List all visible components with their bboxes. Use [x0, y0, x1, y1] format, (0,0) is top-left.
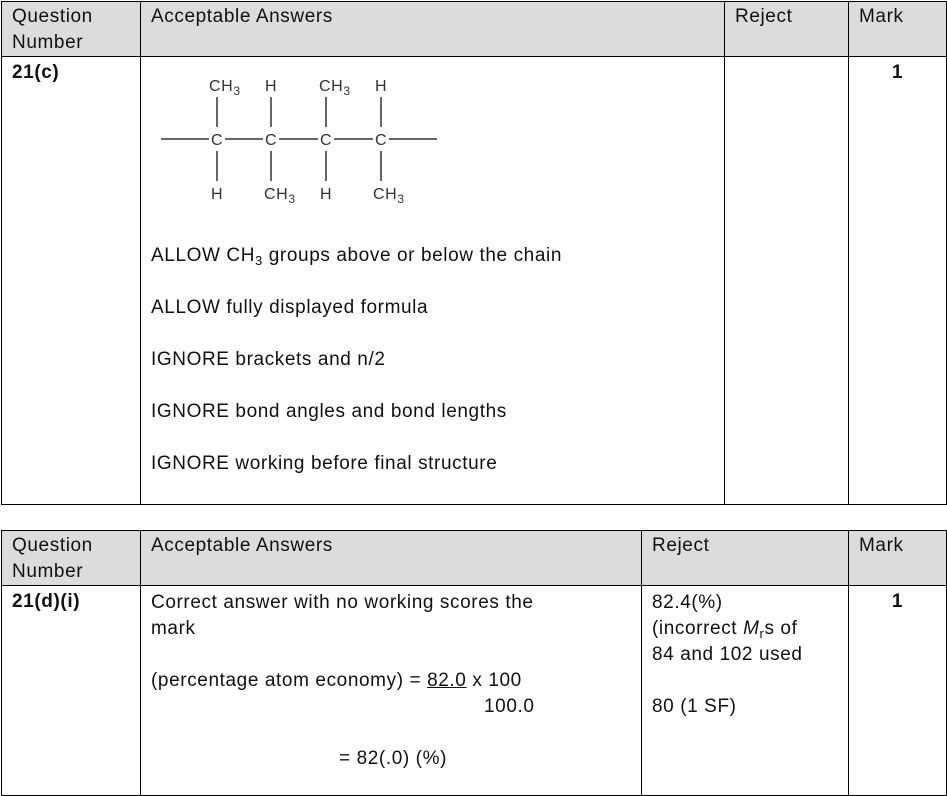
- answer-line-2: mark: [151, 618, 196, 639]
- header-mark: Mark: [849, 2, 947, 57]
- header-reject: Reject: [642, 531, 849, 586]
- reject-line-4: 80 (1 SF): [652, 696, 737, 717]
- mark-scheme-table-21di: [1, 530, 947, 796]
- top-group-3: $CH_3$: [319, 78, 351, 98]
- header-row: [2, 2, 947, 57]
- bottom-group-4: $CH_3$: [373, 186, 405, 206]
- ignore-bond-angles-note: IGNORE bond angles and bond lengths: [151, 401, 507, 422]
- question-number-cell: 21(d)(i): [2, 586, 141, 796]
- top-group-2: H: [265, 78, 278, 95]
- allow-ch3-note: ALLOW $CH_3$ groups above or below the chain: [151, 245, 562, 268]
- reject-content: [642, 586, 848, 720]
- top-group-1: $CH_3$: [209, 78, 241, 98]
- answer-row: [2, 586, 947, 796]
- acceptable-answers-cell: [141, 586, 642, 796]
- header-question-number: Question Number: [2, 531, 141, 586]
- answer-line-1: Correct answer with no working scores the: [151, 592, 534, 613]
- carbon-1: C: [211, 132, 224, 149]
- reject-line-3: 84 and 102 used: [652, 644, 803, 665]
- header-reject: Reject: [725, 2, 849, 57]
- reject-line-1: 82.4(%): [652, 592, 723, 613]
- reject-line-2: (incorrect $M_rs$ of: [652, 618, 798, 641]
- header-row: [2, 531, 947, 586]
- allow-displayed-formula-note: ALLOW fully displayed formula: [151, 297, 429, 318]
- answer-content: [141, 586, 641, 772]
- mark-cell: 1: [849, 586, 947, 796]
- carbon-3: C: [320, 132, 333, 149]
- header-mark: Mark: [849, 531, 947, 586]
- ignore-brackets-note: IGNORE brackets and n/2: [151, 349, 386, 370]
- top-group-4: H: [375, 78, 388, 95]
- mark-scheme-table-21c: [1, 1, 947, 505]
- ignore-working-note: IGNORE working before final structure: [151, 453, 498, 474]
- calc-denominator: 100.0: [484, 696, 535, 717]
- header-question-number: Question Number: [2, 2, 141, 57]
- question-number-cell: 21(c): [2, 57, 141, 505]
- header-acceptable-answers: Acceptable Answers: [141, 2, 725, 57]
- calculation-line: (percentage atom economy) = 82.0 x 100: [151, 670, 522, 691]
- carbon-4: C: [375, 132, 388, 149]
- mark-cell: 1: [849, 57, 947, 505]
- answer-notes: [141, 243, 724, 477]
- polymer-repeat-unit-structure: [159, 63, 459, 213]
- calc-result: = 82(.0) (%): [339, 748, 448, 769]
- carbon-2: C: [265, 132, 278, 149]
- acceptable-answers-cell: [141, 57, 725, 505]
- calc-numerator: 82.0: [427, 670, 467, 691]
- bottom-group-2: $CH_3$: [264, 186, 296, 206]
- bottom-group-1: H: [211, 186, 224, 203]
- answer-row: [2, 57, 947, 505]
- header-acceptable-answers: Acceptable Answers: [141, 531, 642, 586]
- reject-cell: [725, 57, 849, 505]
- reject-cell: [642, 586, 849, 796]
- bottom-group-3: H: [320, 186, 333, 203]
